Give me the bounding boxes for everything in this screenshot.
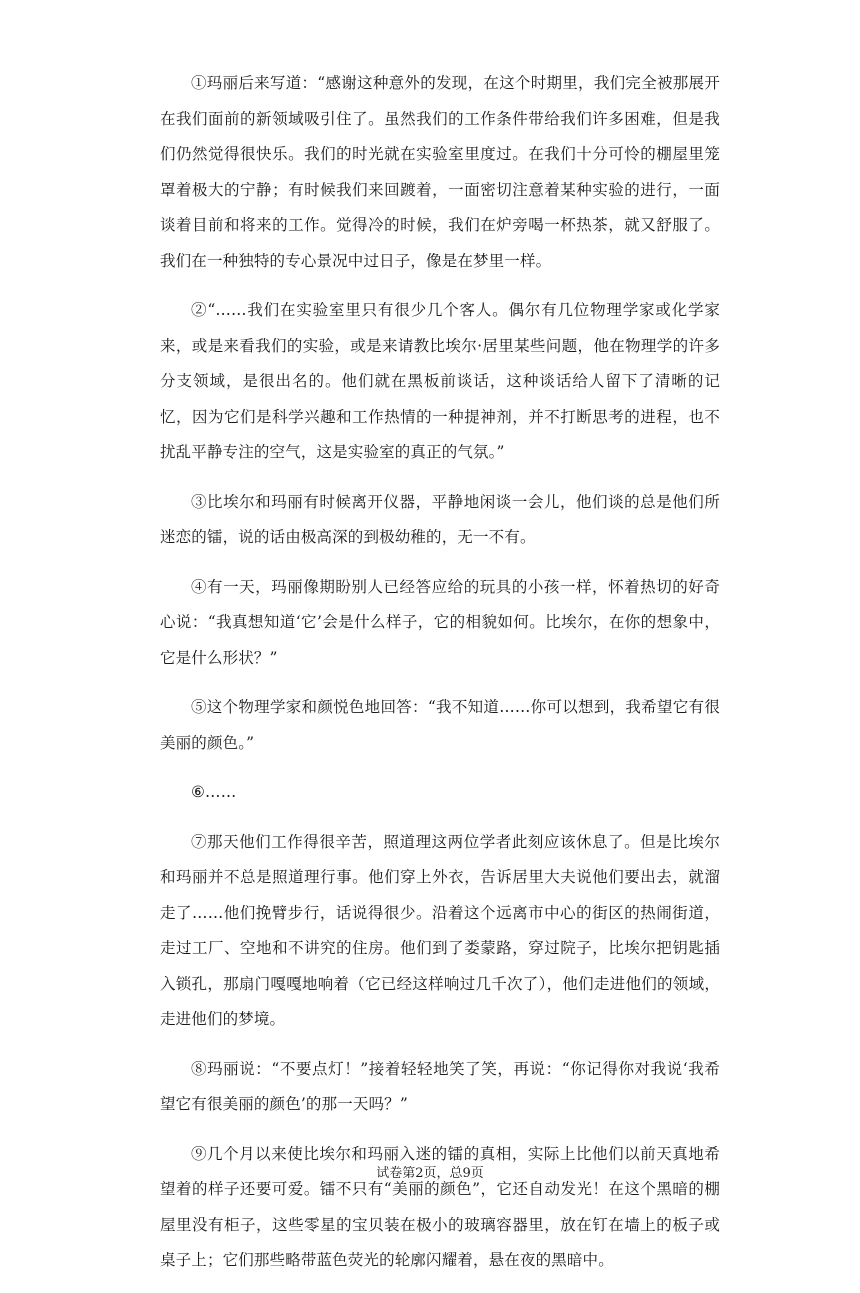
paragraph-7: ⑦那天他们工作得很辛苦，照道理这两位学者此刻应该休息了。但是比埃尔和玛丽并不总是照道理行事。他们穿上外衣，告诉居里大夫说他们要出去，就溜走了……他们挽臂步行，话说得很少。沿着这个远离市中心的街区的热闹街道，走过工厂、空地和不讲究的住房。他们到了娄蒙路，穿过院子，比埃尔把钥匙插入锁孔，那扇门嘎嘎地响着（它已经这样响过几千次了），他们走进他们的领域，走进他们的梦境。 <box>160 832 720 1028</box>
page-number-footer: 试卷第2页，总9页 <box>376 1166 484 1181</box>
reading-passage <box>160 66 720 1293</box>
paragraph-6: ⑥…… <box>191 783 237 801</box>
paragraph-3: ③比埃尔和玛丽有时候离开仪器，平静地闲谈一会儿，他们谈的总是他们所迷恋的镭，说的话由极高深的到极幼稚的，无一不有。 <box>160 492 720 546</box>
paragraph-2: ②“……我们在实验室里只有很少几个客人。偶尔有几位物理学家或化学家来，或是来看我们的实验，或是来请教比埃尔·居里某些问题，他在物理学的许多分支领域，是很出名的。他们就在黑板前谈话，这种谈话给人留下了清晰的记忆，因为它们是科学兴趣和工作热情的一种提神剂，并不打断思考的进程，也不扰乱平静专注的空气，这是实验室的真正的气氛。” <box>160 301 720 461</box>
paragraph-9: ⑨几个月以来使比埃尔和玛丽入迷的镭的真相，实际上比他们以前天真地希望着的样子还要可爱。镭不只有“美丽的颜色”，它还自动发光！在这个黑暗的棚屋里没有柜子，这些零星的宝贝装在极小的玻璃容器里，放在钉在墙上的板子或桌子上；它们那些略带蓝色荧光的轮廓闪耀着，悬在夜的黑暗中。 <box>160 1144 720 1269</box>
paragraph-8: ⑧玛丽说：“不要点灯！”接着轻轻地笑了笑，再说：“你记得你对我说‘我希望它有很美丽的颜色’的那一天吗？” <box>160 1059 720 1113</box>
paragraph-1: ①玛丽后来写道：“感谢这种意外的发现，在这个时期里，我们完全被那展开在我们面前的新领域吸引住了。虽然我们的工作条件带给我们许多困难，但是我们仍然觉得很快乐。我们的时光就在实验室里度过。在我们十分可怜的棚屋里笼罩着极大的宁静；有时候我们来回踱着，一面密切注意着某种实验的进行，一面谈着目前和将来的工作。觉得冷的时候，我们在炉旁喝一杯热茶，就又舒服了。我们在一种独特的专心景况中过日子，像是在梦里一样。 <box>160 74 720 270</box>
paragraph-5: ⑤这个物理学家和颜悦色地回答：“我不知道……你可以想到，我希望它有很美丽的颜色。” <box>160 698 720 752</box>
paragraph-4: ④有一天，玛丽像期盼别人已经答应给的玩具的小孩一样，怀着热切的好奇心说：“我真想知道‘它’会是什么样子，它的相貌如何。比埃尔，在你的想象中，它是什么形状？” <box>160 577 720 667</box>
